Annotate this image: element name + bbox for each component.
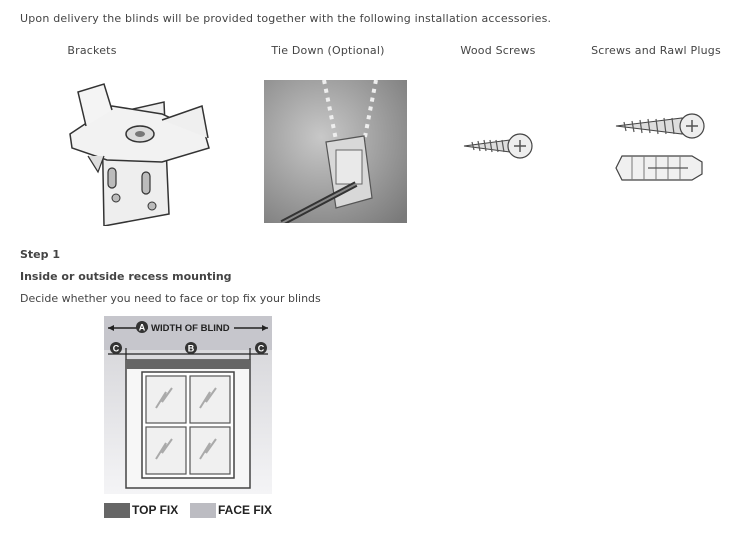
screw-and-plug-icon [612,108,708,186]
marker-b-label: B [187,343,195,354]
caption-wood-screws: Wood Screws [460,44,536,57]
legend-label-face-fix: FACE FIX [218,503,273,517]
marker-c-right-label: C [257,343,265,354]
legend-swatch-top-fix [104,503,130,518]
width-label: WIDTH OF BLIND [151,323,230,334]
wood-screw-icon [460,130,536,162]
marker-c-left-label: C [112,343,120,354]
caption-tie-down: Tie Down (Optional) [271,44,385,57]
caption-brackets: Brackets [67,44,117,57]
marker-a-label: A [138,322,146,333]
intro-text: Upon delivery the blinds will be provided together with the following installation accessories. [20,12,552,25]
step-number: Step 1 [20,248,60,261]
step-heading: Inside or outside recess mounting [20,270,232,283]
legend-swatch-face-fix [190,503,216,518]
bracket-icon [42,76,214,226]
step-description: Decide whether you need to face or top fix your blinds [20,292,321,305]
recess-mounting-diagram [104,316,276,494]
caption-screws-plugs: Screws and Rawl Plugs [591,44,721,57]
top-fix-band [126,360,250,369]
tie-down-photo [264,80,407,223]
legend-label-top-fix: TOP FIX [132,503,179,517]
